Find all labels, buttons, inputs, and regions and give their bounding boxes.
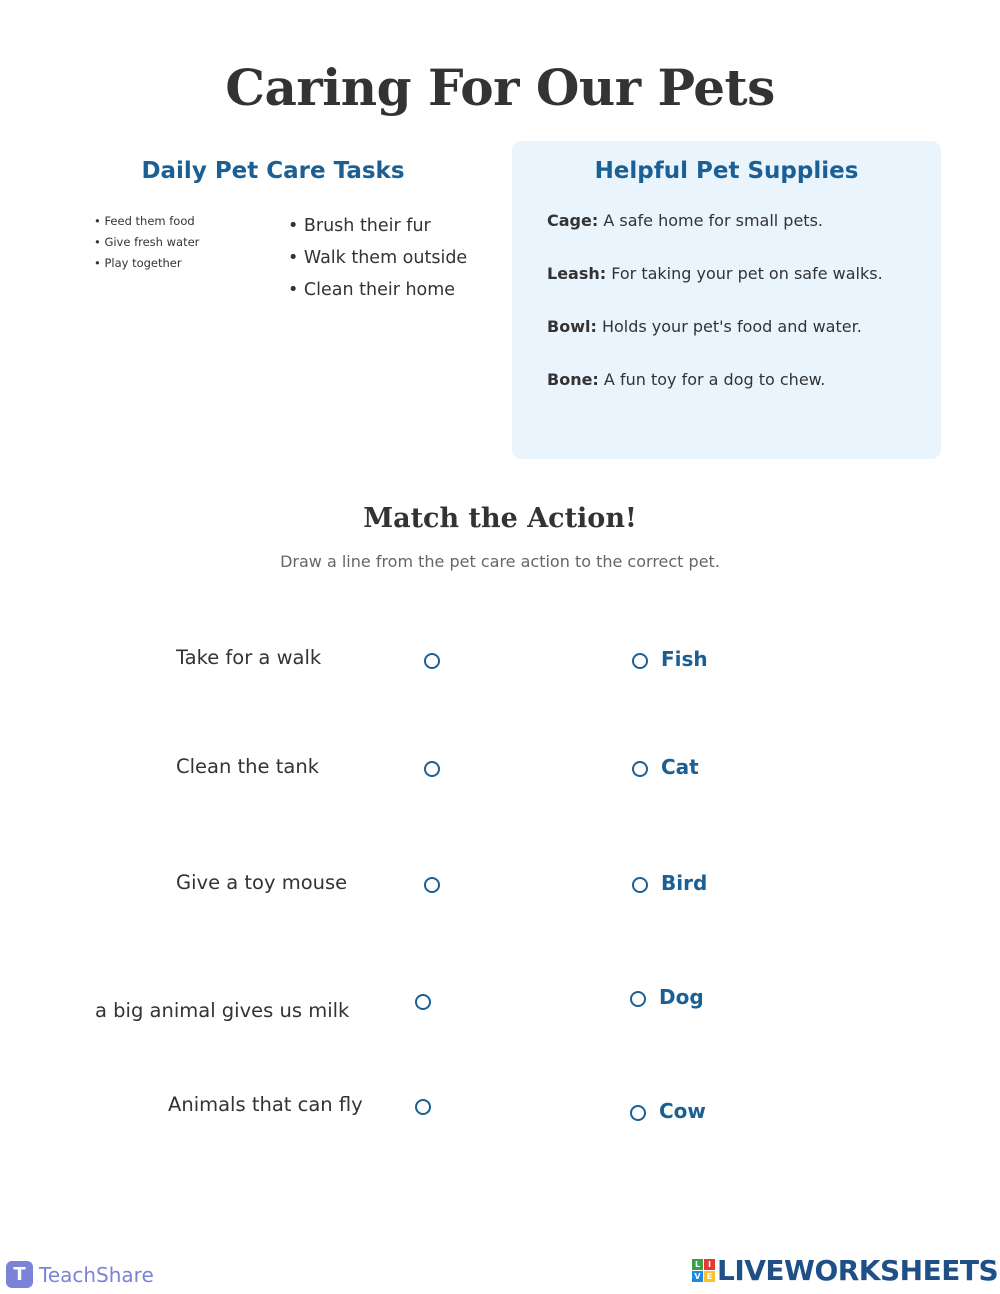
liveworksheets-logo[interactable] <box>692 1254 998 1287</box>
supply-term: Leash: <box>547 264 607 283</box>
match-dot-pet-1[interactable] <box>632 653 648 669</box>
daily-tasks-large-list <box>288 214 467 310</box>
match-heading: Match the Action! <box>363 503 637 534</box>
list-item: • Brush their fur <box>288 216 431 236</box>
pet-label: Dog <box>659 985 704 1009</box>
teachshare-logo[interactable] <box>6 1261 154 1288</box>
list-item: • Clean their home <box>288 280 456 300</box>
supply-desc: Holds your pet's food and water. <box>596 317 862 336</box>
list-item: • Feed them food <box>94 214 195 228</box>
liveworksheets-logo-icon <box>692 1259 715 1282</box>
supply-term: Cage: <box>547 211 599 230</box>
supplies-panel <box>512 141 941 459</box>
supply-desc: For taking your pet on safe walks. <box>606 264 883 283</box>
supply-term: Bone: <box>547 370 599 389</box>
pet-label: Cow <box>659 1099 706 1123</box>
match-dot-action-3[interactable] <box>424 877 440 893</box>
logo-letter: E <box>704 1271 715 1282</box>
match-dot-action-1[interactable] <box>424 653 440 669</box>
supply-term: Bowl: <box>547 317 597 336</box>
match-dot-pet-2[interactable] <box>632 761 648 777</box>
match-dot-action-2[interactable] <box>424 761 440 777</box>
supplies-heading: Helpful Pet Supplies <box>594 158 859 184</box>
logo-letter: I <box>704 1259 715 1270</box>
supply-item-cage <box>547 211 823 230</box>
supply-item-bowl <box>547 317 862 336</box>
pet-label: Bird <box>661 871 708 895</box>
list-item: • Give fresh water <box>94 235 200 249</box>
action-label: Clean the tank <box>176 755 319 778</box>
page-title: Caring For Our Pets <box>225 58 775 117</box>
supply-item-bone <box>547 370 825 389</box>
list-item: • Play together <box>94 256 182 270</box>
match-dot-pet-5[interactable] <box>630 1105 646 1121</box>
supply-desc: A fun toy for a dog to chew. <box>598 370 826 389</box>
match-dot-pet-4[interactable] <box>630 991 646 1007</box>
pet-label: Cat <box>661 755 699 779</box>
pet-label: Fish <box>661 647 708 671</box>
logo-letter: V <box>692 1271 703 1282</box>
match-dot-action-5[interactable] <box>415 1099 431 1115</box>
liveworksheets-logo-text: LIVEWORKSHEETS <box>717 1254 999 1287</box>
list-item: • Walk them outside <box>288 248 468 268</box>
teachshare-logo-icon: T <box>6 1261 33 1288</box>
match-dot-pet-3[interactable] <box>632 877 648 893</box>
match-dot-action-4[interactable] <box>415 994 431 1010</box>
daily-tasks-small-list <box>94 213 199 276</box>
action-label: Give a toy mouse <box>176 871 348 894</box>
teachshare-logo-text: TeachShare <box>39 1262 154 1287</box>
logo-letter: L <box>692 1259 703 1270</box>
action-label: a big animal gives us milk <box>95 999 350 1022</box>
daily-tasks-heading: Daily Pet Care Tasks <box>141 158 405 184</box>
supply-desc: A safe home for small pets. <box>598 211 823 230</box>
supply-item-leash <box>547 264 883 283</box>
action-label: Animals that can fly <box>168 1093 363 1116</box>
action-label: Take for a walk <box>176 646 322 669</box>
match-instructions: Draw a line from the pet care action to the correct pet. <box>280 552 720 571</box>
